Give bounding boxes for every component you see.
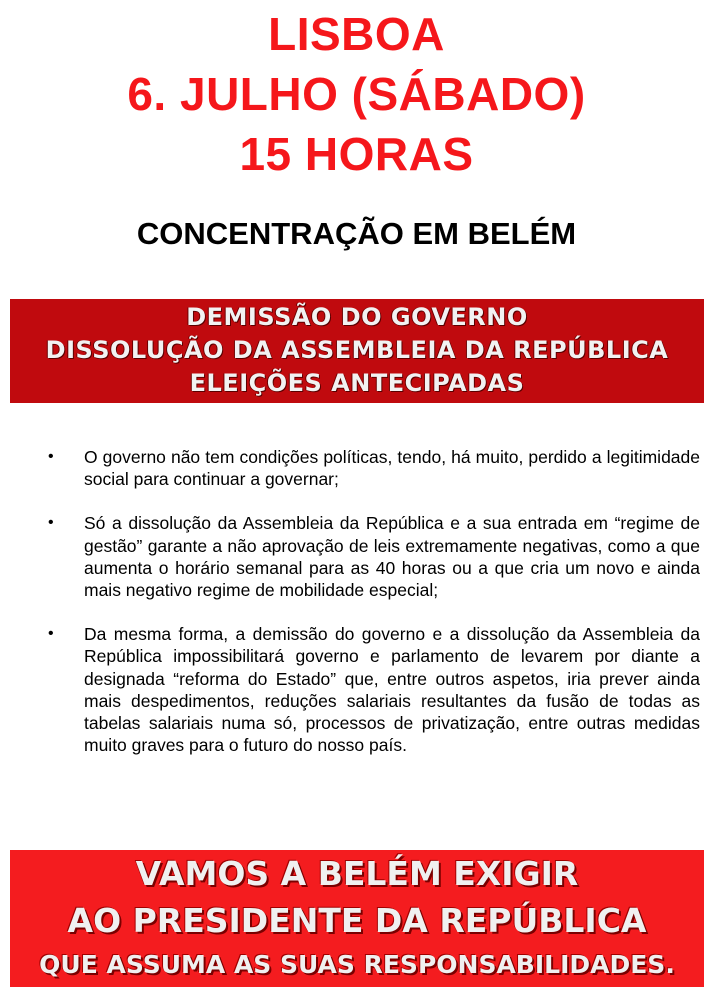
argument-list	[48, 446, 700, 756]
bullet-icon: •	[48, 625, 54, 643]
list-item	[48, 446, 700, 490]
call-line-3: QUE ASSUMA AS SUAS RESPONSABILIDADES.	[39, 950, 675, 979]
time-heading: 15 HORAS	[239, 128, 474, 180]
call-line-2: AO PRESIDENTE DA REPÚBLICA	[67, 901, 647, 940]
list-item-text: Só a dissolução da Assembleia da República e a sua entrada em “regime de gestão” garante a não aprovação de leis extremamente negativas, como a que aumenta o horário semanal para as 40 horas ou a que cria um novo e ainda mais negativo regime de mobilidade especial;	[84, 513, 700, 601]
demand-elections: ELEIÇÕES ANTECIPADAS	[189, 369, 525, 397]
bullet-icon: •	[48, 448, 54, 465]
date-heading: 6. JULHO (SÁBADO)	[127, 68, 586, 120]
demand-dissolution: DISSOLUÇÃO DA ASSEMBLEIA DA REPÚBLICA	[45, 336, 669, 364]
bullet-icon: •	[48, 514, 54, 532]
demand-resignation: DEMISSÃO DO GOVERNO	[186, 303, 528, 331]
list-item-text: O governo não tem condições políticas, tendo, há muito, perdido a legitimidade social para continuar a governar;	[84, 447, 700, 490]
call-line-1: VAMOS A BELÉM EXIGIR	[135, 854, 579, 893]
event-subheading: CONCENTRAÇÃO EM BELÉM	[136, 216, 577, 251]
city-heading: LISBOA	[268, 8, 445, 60]
list-item	[48, 623, 700, 756]
list-item-text: Da mesma forma, a demissão do governo e a dissolução da Assembleia da República impossibilitará governo e parlamento de levarem por diante a designada “reforma do Estado” que, entre outros aspetos, iria prever ainda mais despedimentos, reduções salariais resultantes da fusão de todas as tabelas salariais numa só, processos de privatização, entre outras medidas muito graves para o futuro do nosso país.	[84, 624, 700, 756]
demands-banner	[10, 299, 704, 403]
list-item	[48, 512, 700, 601]
call-to-action-banner	[10, 850, 704, 987]
